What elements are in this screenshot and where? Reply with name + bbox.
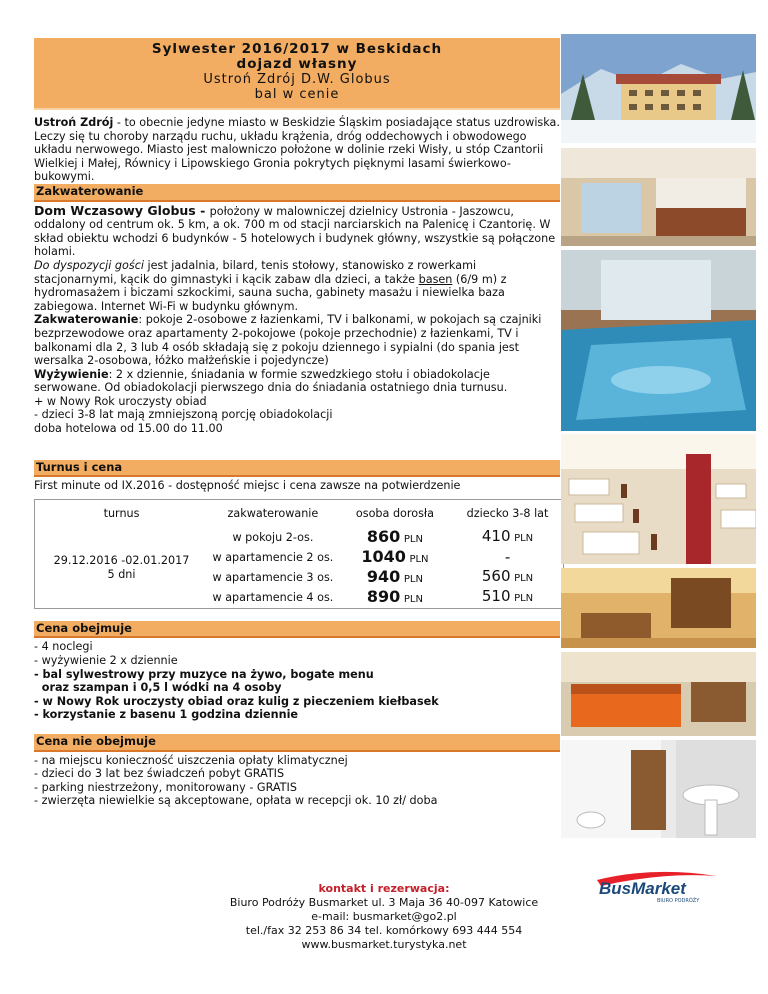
- reception-photo: [561, 148, 756, 246]
- extra-newyear: + w Nowy Rok uroczysty obiad: [34, 394, 207, 408]
- child-price: 560: [481, 567, 511, 586]
- list-item: oraz szampan i 0,5 l wódki na 4 osoby: [34, 681, 282, 695]
- child-price: 510: [481, 587, 511, 606]
- contact-address: Biuro Podróży Busmarket ul. 3 Maja 36 40-097 Katowice: [229, 896, 539, 909]
- excluded-list: [34, 754, 560, 808]
- pool-link[interactable]: basen: [418, 272, 453, 286]
- adult-price: 890: [366, 586, 401, 606]
- extra-checkin: doba hotelowa od 15.00 do 11.00: [34, 422, 223, 436]
- section-pricing: Turnus i cena: [34, 460, 560, 478]
- bedroom-photo: [561, 652, 756, 736]
- list-item: - korzystanie z basenu 1 godzina dziennie: [34, 708, 298, 722]
- table-header-row: [35, 500, 563, 528]
- offer-content: [34, 38, 560, 808]
- header-ball: bal w cenie: [254, 87, 340, 102]
- accommodation-paragraph: [34, 204, 560, 436]
- currency: PLN: [409, 553, 429, 565]
- table-row: [35, 528, 563, 548]
- logo-subtitle: BIURO PODRÓŻY: [657, 898, 700, 904]
- adult-price: 940: [366, 566, 401, 586]
- list-item: - 4 noclegi: [34, 640, 93, 654]
- turnus-dates: 29.12.2016 -02.01.2017: [53, 554, 190, 568]
- included-list: [34, 640, 560, 722]
- header-transport: dojazd własny: [236, 56, 358, 72]
- list-item: - dzieci do 3 lat bez świadczeń pobyt GRATIS: [34, 767, 285, 781]
- avail-lead: Do dyspozycji gości: [34, 258, 144, 272]
- intro-text: - to obecnie jedyne miasto w Beskidzie Śląskim posiadające status uzdrowiska. Leczy się tu choroby narządu ruchu, układu krążenia, dróg oddechowych i obwodowego układu nerwowego. Miasto jest malowniczo położone w dolinie rzeki Wisły, u stóp Czantorii Wielkiej i Małej, Równicy i Lipowskiego Gronia pokrytych pięknymi lasami świerkowo-bukowymi.: [34, 116, 560, 184]
- hotel-desc: położony w malowniczej dzielnicy Ustronia - Jaszowcu, oddalony od centrum ok. 5 km, a ok. 700 m od stacji narciarskich na Palenicę i Czantorię. W skład obiektu wchodzi 6 budynków - 5 hotelowych i budynek główny, wszystkie są połączone holami.: [34, 204, 556, 259]
- avail-post: (6/9 m) z hydromasażem i biczami szkockimi, sauna sucha, gabinety masażu i niewielka baza zabiegowa. Internet Wi-Fi w budynku głównym.: [34, 272, 507, 313]
- bathroom-photo: [561, 740, 756, 838]
- child-price: -: [504, 547, 511, 566]
- price-table: [34, 499, 564, 609]
- extra-children: - dzieci 3-8 lat mają zmniejszoną porcję obiadokolacji: [34, 408, 333, 422]
- contact-website[interactable]: www.busmarket.turystyka.net: [301, 938, 467, 951]
- header-title: Sylwester 2016/2017 w Beskidach: [151, 41, 443, 57]
- contact-phone: tel./fax 32 253 86 34 tel. komórkowy 693 444 554: [245, 924, 523, 937]
- intro-lead: Ustroń Zdrój: [34, 116, 114, 129]
- section-accommodation: Zakwaterowanie: [34, 184, 560, 202]
- currency: PLN: [403, 573, 423, 585]
- rooms-label: Zakwaterowanie: [34, 313, 139, 327]
- currency: PLN: [403, 593, 423, 605]
- contact-email[interactable]: e-mail: busmarket@go2.pl: [311, 910, 457, 923]
- rooms-text: : pokoje 2-osobowe z łazienkami, TV i balkonami, w pokojach są czajniki bezprzewodowe oraz apartamenty 2-pokojowe (pokoje przechodnie) z łazienkami, TV i balkonami dla 2, 3 lub 4 osób składają się z pokoju dziennego i sypialni (do spania jest wersalka 2-osobowa, łóżko małżeńskie i pojedyncze): [34, 313, 542, 368]
- currency: PLN: [514, 573, 534, 585]
- room-type: w apartamencie 3 os.: [212, 571, 334, 585]
- hotel-name: Dom Wczasowy Globus -: [34, 202, 210, 218]
- col-child: dziecko 3-8 lat: [466, 507, 549, 521]
- food-text: : 2 x dziennie, śniadania w formie szwedzkiego stołu i obiadokolacje serwowane. Od obiadokolacji pierwszego dnia do śniadania ostatniego dnia turnusu.: [34, 367, 508, 395]
- list-item: - bal sylwestrowy przy muzyce na żywo, bogate menu: [34, 667, 374, 681]
- adult-price: 860: [366, 526, 401, 546]
- avail-pre: jest jadalnia, bilard, tenis stołowy, stanowisko z rowerkami stacjonarnymi, kącik do gimnastyki i kącik zabaw dla dzieci, a także: [34, 258, 477, 286]
- section-excluded: Cena nie obejmuje: [34, 734, 560, 752]
- list-item: - wyżywienie 2 x dziennie: [34, 654, 178, 668]
- dining-room-photo: [561, 434, 756, 564]
- turnus-days: 5 dni: [107, 567, 136, 581]
- contact-label: kontakt i rezerwacja: [318, 882, 446, 895]
- turnus-cell: [35, 528, 208, 608]
- logo-text: BusMarket: [599, 879, 686, 898]
- header-location: Ustroń Zdrój D.W. Globus: [203, 72, 391, 87]
- offer-header: [34, 38, 560, 110]
- col-accommodation: zakwaterowanie: [227, 507, 319, 521]
- list-item: - parking niestrzeżony, monitorowany - GRATIS: [34, 780, 297, 794]
- list-item: - w Nowy Rok uroczysty obiad oraz kulig z pieczeniem kiełbasek: [34, 694, 439, 708]
- pool-photo: [561, 250, 756, 431]
- pricing-note: First minute od IX.2016 - dostępność miejsc i cena zawsze na potwierdzenie: [34, 479, 461, 493]
- section-included: Cena obejmuje: [34, 621, 560, 639]
- contact-footer: kontakt i rezerwacja: Biuro Podróży Busmarket ul. 3 Maja 36 40-097 Katowice e-mail: busmarket@go2.pl tel./fax 32 253 86 34 tel. komórkowy 693 444 554 www.busmarket.turystyka.net: [0, 882, 768, 952]
- currency: PLN: [514, 533, 534, 545]
- currency: PLN: [403, 533, 423, 545]
- list-item: - zwierzęta niewielkie są akceptowane, opłata w recepcji ok. 10 zł/ doba: [34, 794, 438, 808]
- lounge-photo: [561, 568, 756, 648]
- food-label: Wyżywienie: [34, 367, 109, 381]
- intro-paragraph: [34, 116, 560, 184]
- room-type: w pokoju 2-os.: [232, 531, 314, 545]
- col-adult: osoba dorosła: [355, 507, 434, 521]
- child-price: 410: [481, 527, 511, 546]
- room-type: w apartamencie 2 os.: [212, 551, 334, 565]
- hotel-winter-photo: [561, 34, 756, 143]
- col-turnus: turnus: [103, 507, 140, 521]
- currency: PLN: [514, 593, 534, 605]
- room-type: w apartamencie 4 os.: [212, 591, 334, 605]
- list-item: - na miejscu konieczność uiszczenia opłaty klimatycznej: [34, 753, 348, 767]
- adult-price: 1040: [361, 546, 406, 566]
